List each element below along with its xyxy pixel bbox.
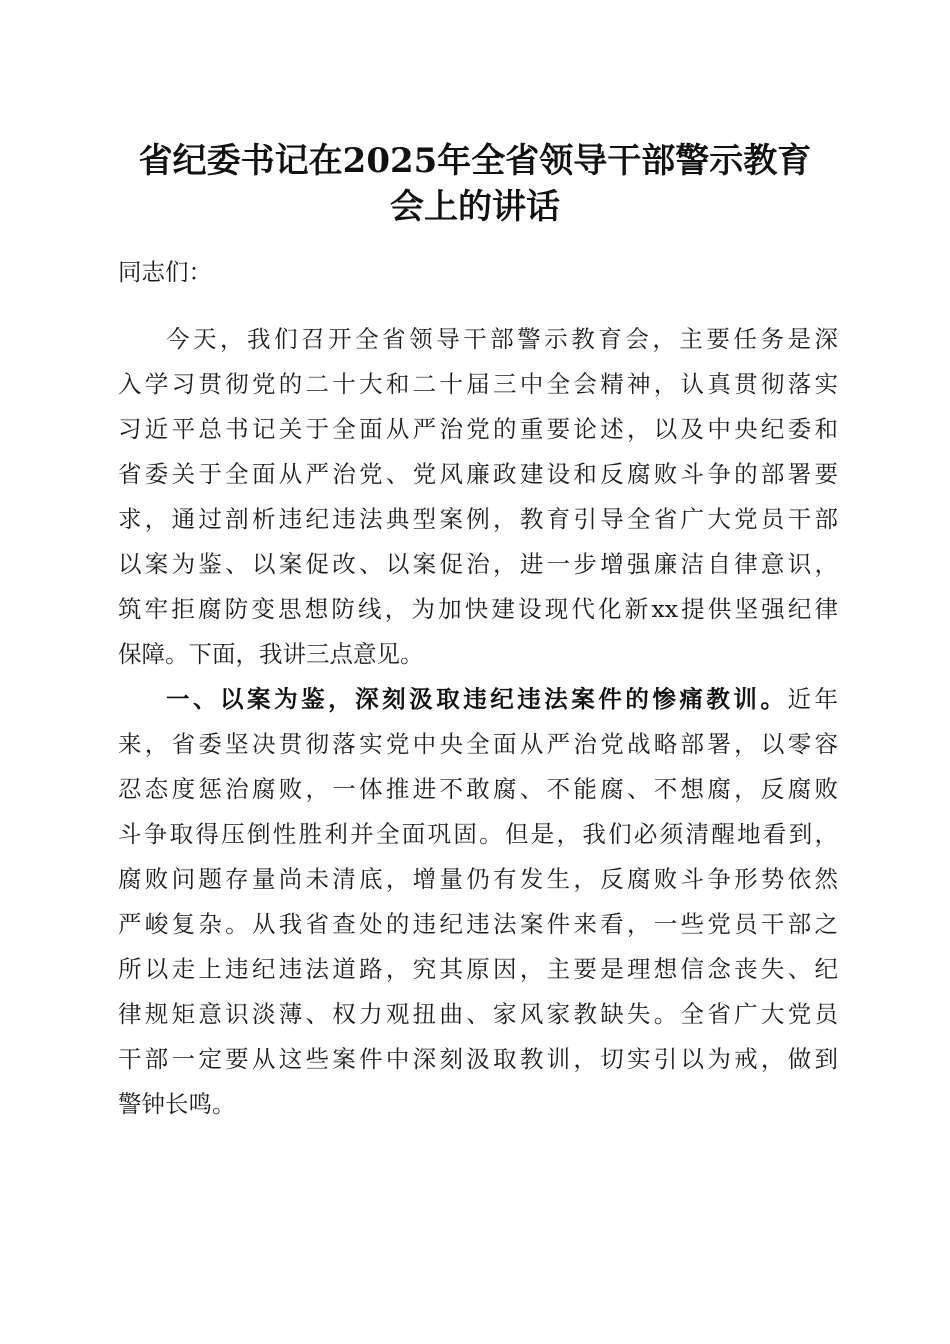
- paragraph-line: 律规矩意识淡薄、权力观扭曲、家风家教缺失。全省广大党员: [118, 1000, 838, 1028]
- paragraph-line: 省委关于全面从严治党、党风廉政建设和反腐败斗争的部署要: [118, 460, 838, 488]
- paragraph-line: 所以走上违纪违法道路，究其原因，主要是理想信念丧失、纪: [118, 955, 838, 983]
- document-title-line-2: 会上的讲话: [390, 187, 560, 227]
- paragraph-line: 今天，我们召开全省领导干部警示教育会，主要任务是深: [166, 325, 838, 353]
- section-heading: 一、以案为鉴，深刻汲取违纪违法案件的惨痛教训。: [166, 685, 788, 713]
- paragraph-line: 腐败问题存量尚未清底，增量仍有发生，反腐败斗争形势依然: [118, 865, 838, 893]
- paragraph-line: 警钟长鸣。: [118, 1090, 236, 1118]
- paragraph-line: 干部一定要从这些案件中深刻汲取教训，切实引以为戒，做到: [118, 1045, 838, 1073]
- paragraph-line: 斗争取得压倒性胜利并全面巩固。但是，我们必须清醒地看到，: [118, 820, 838, 848]
- salutation: 同志们：: [118, 258, 212, 286]
- paragraph-line: 习近平总书记关于全面从严治党的重要论述，以及中央纪委和: [118, 415, 838, 443]
- paragraph-line: 严峻复杂。从我省查处的违纪违法案件来看，一些党员干部之: [118, 910, 838, 938]
- paragraph-line: 筑牢拒腐防变思想防线，为加快建设现代化新xx提供坚强纪律: [118, 595, 838, 623]
- section-heading-line: [166, 684, 838, 714]
- paragraph-line: 保障。下面，我讲三点意见。: [118, 640, 424, 668]
- section-heading-tail: 近年: [787, 685, 839, 713]
- document-title-line-1: 省纪委书记在2025年全省领导干部警示教育: [138, 141, 812, 181]
- paragraph-line: 忍态度惩治腐败，一体推进不敢腐、不能腐、不想腐，反腐败: [118, 775, 838, 803]
- paragraph-line: 来，省委坚决贯彻落实党中央全面从严治党战略部署，以零容: [118, 730, 838, 758]
- paragraph-line: 入学习贯彻党的二十大和二十届三中全会精神，认真贯彻落实: [118, 370, 838, 398]
- paragraph-line: 求，通过剖析违纪违法典型案例，教育引导全省广大党员干部: [118, 505, 838, 533]
- paragraph-line: 以案为鉴、以案促改、以案促治，进一步增强廉洁自律意识，: [118, 550, 838, 578]
